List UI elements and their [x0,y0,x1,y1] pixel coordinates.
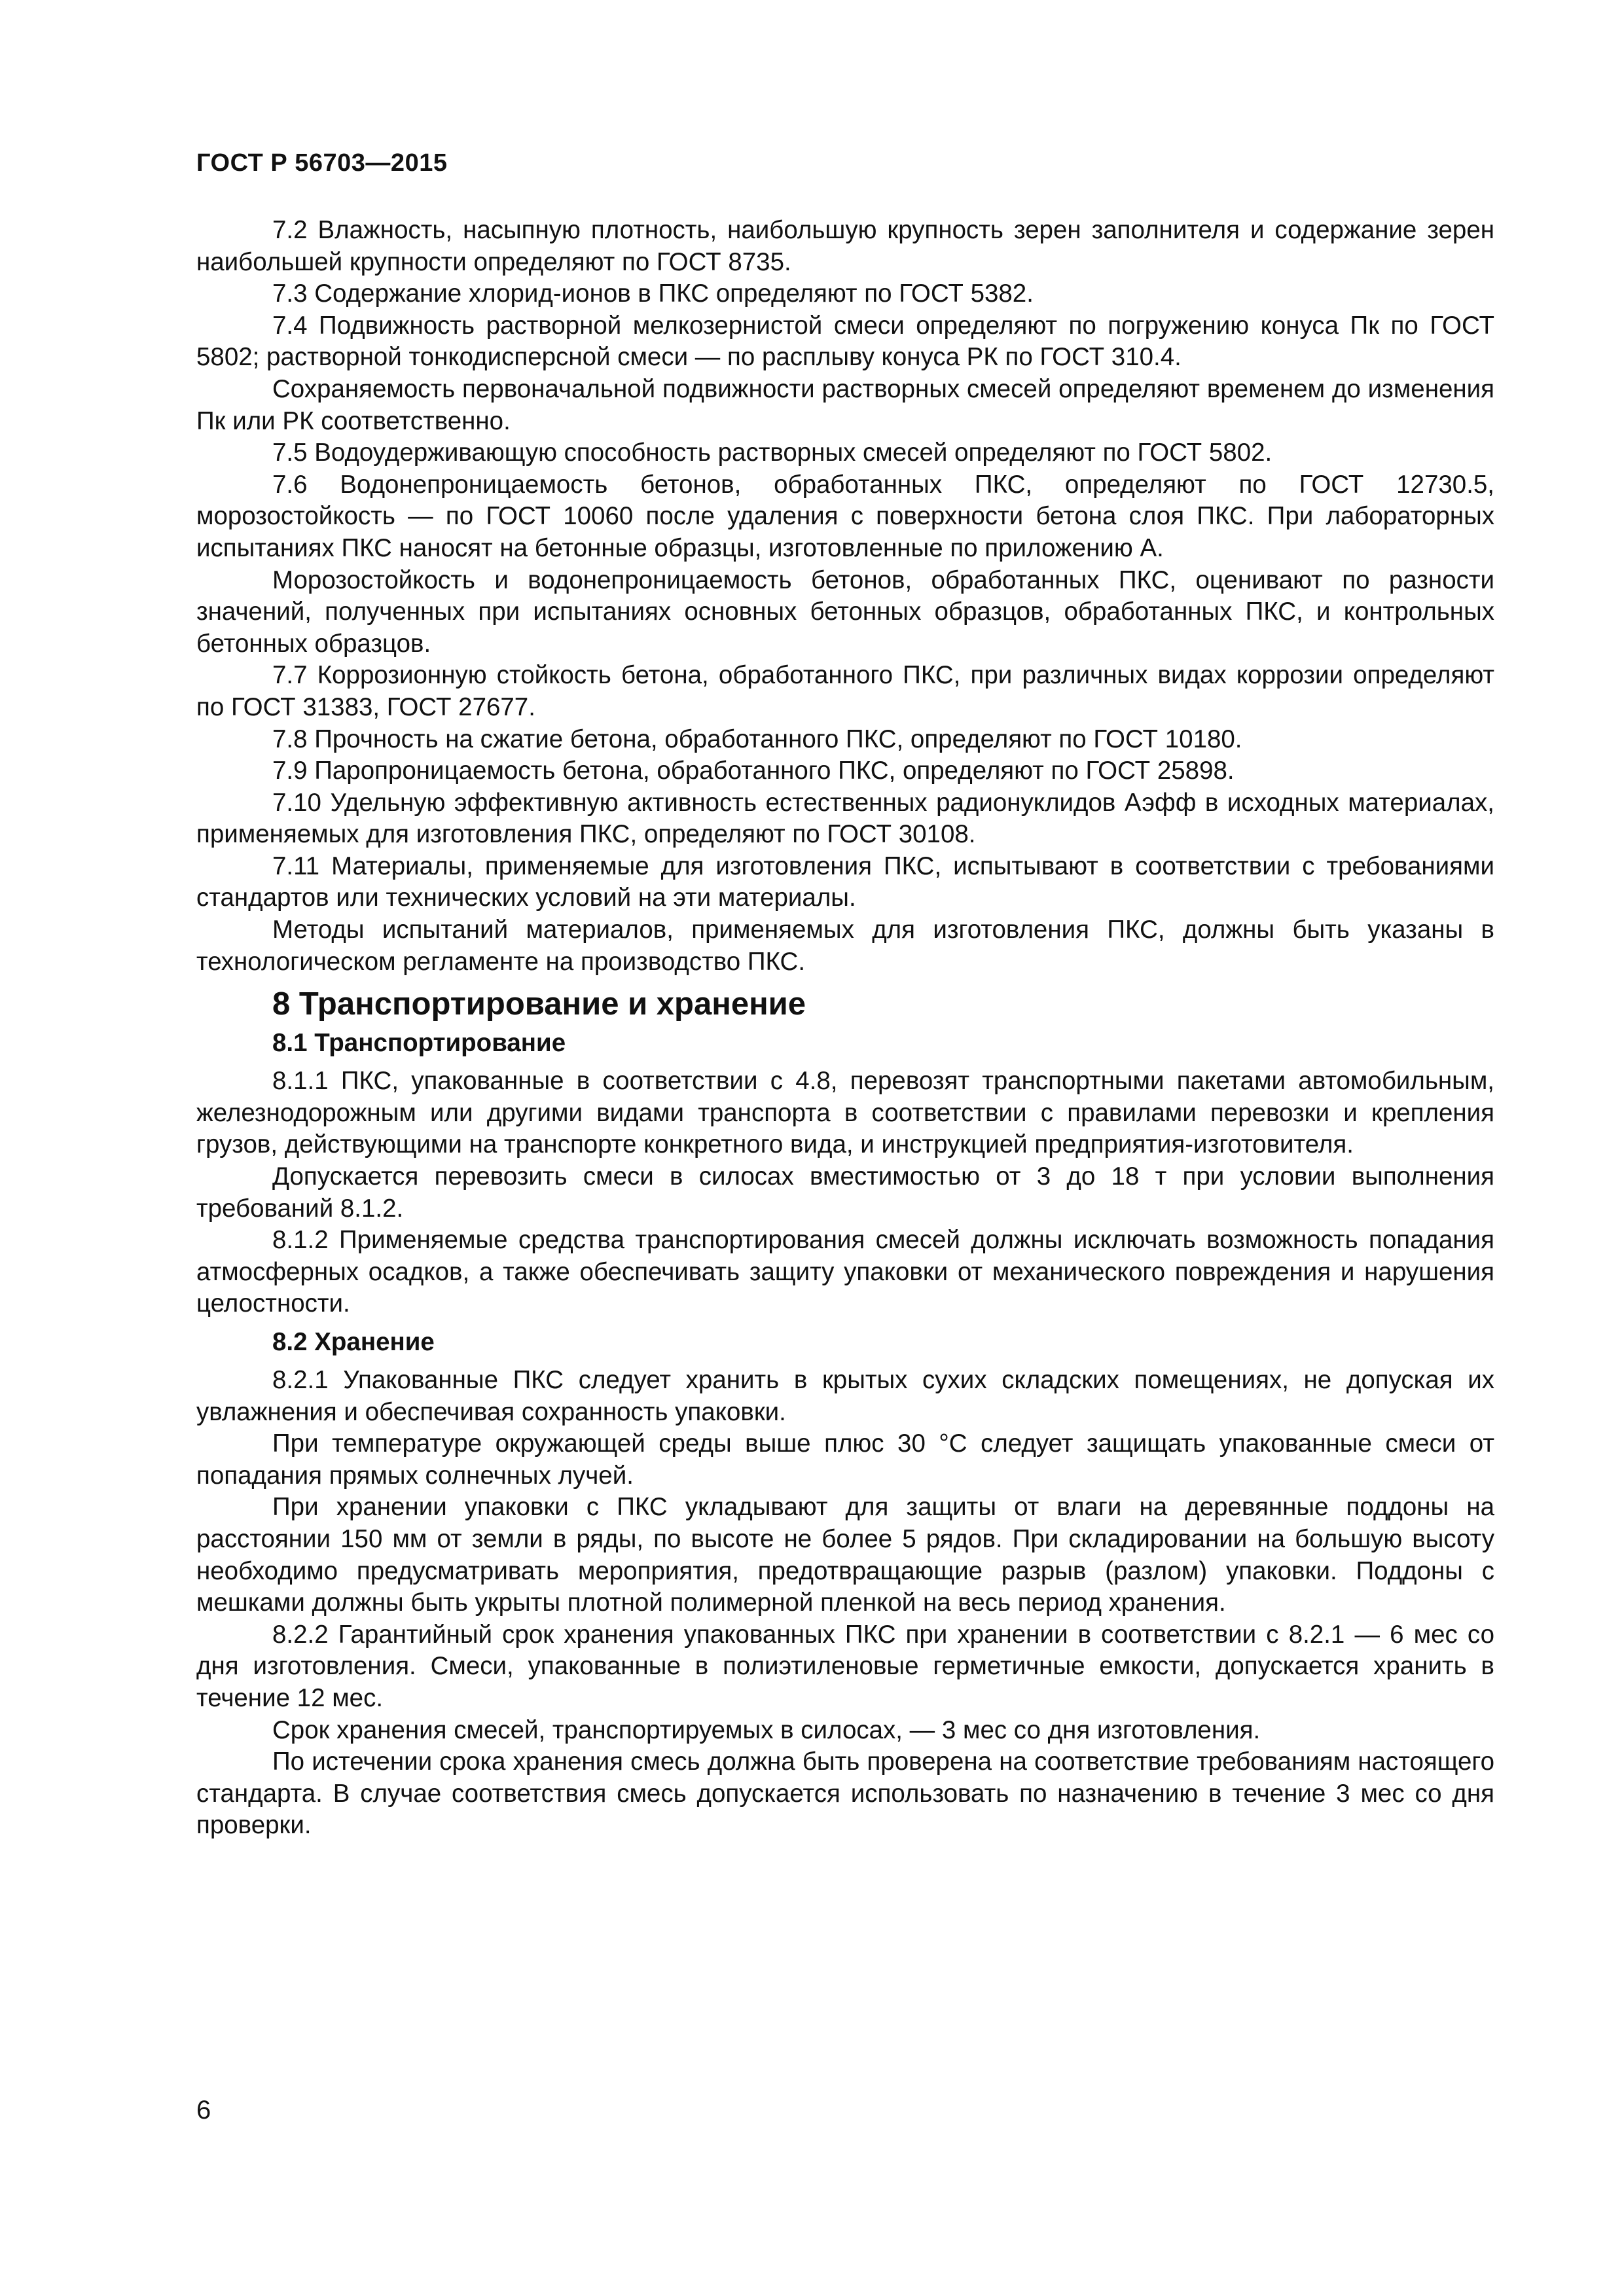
document-body [196,215,1494,1842]
page-number: 6 [196,2096,211,2125]
paragraph-8-2-2-final: По истечении срока хранения смесь должна быть проверена на соответствие требованиям настоящего стандарта. В случае соответствия смесь допускается использовать по назначению в течение 3 мес со дня проверки. [196,1748,1494,1840]
paragraph-8-2-1: 8.2.1 Упакованные ПКС следует хранить в крытых сухих складских помещениях, не допуская их увлажнения и обеспечивая сохранность упаковки. [196,1366,1494,1426]
paragraph-7-10: 7.10 Удельную эффективную активность естественных радионуклидов Аэфф в исходных материалах, применяемых для изготовления ПКС, определяют по ГОСТ 30108. [196,788,1494,849]
paragraph-7-11: 7.11 Материалы, применяемые для изготовления ПКС, испытывают в соответствии с требованиями стандартов или технических условий на эти материалы. [196,852,1494,912]
paragraph-7-5: 7.5 Водоудерживающую способность растворных смесей определяют по ГОСТ 5802. [272,439,1272,467]
paragraph-7-6: 7.6 Водонепроницаемость бетонов, обработанных ПКС, определяют по ГОСТ 12730.5, морозостойкость — по ГОСТ 10060 после удаления с поверхности бетона слоя ПКС. При лабораторных испытаниях ПКС наносят на бетонные образцы, изготовленные по приложению А. [196,470,1494,562]
paragraph-7-4: 7.4 Подвижность растворной мелкозернистой смеси определяют по погружению конуса Пк по ГОСТ 5802; растворной тонкодисперсной смеси — по расплыву конуса РК по ГОСТ 310.4. [196,311,1494,372]
paragraph-7-2: 7.2 Влажность, насыпную плотность, наибольшую крупность зерен заполнителя и содержание зерен наибольшей крупности определяют по ГОСТ 8735. [196,216,1494,276]
paragraph-7-11-continued: Методы испытаний материалов, применяемых для изготовления ПКС, должны быть указаны в технологическом регламенте на производство ПКС. [196,916,1494,976]
paragraph-8-1-1-continued: Допускается перевозить смеси в силосах вместимостью от 3 до 18 т при условии выполнения требований 8.1.2. [196,1162,1494,1223]
paragraph-8-2-2-continued: Срок хранения смесей, транспортируемых в силосах, — 3 мес со дня изготовления. [272,1715,1261,1744]
paragraph-8-2-1-storage: При хранении упаковки с ПКС укладывают для защиты от влаги на деревянные поддоны на расстоянии 150 мм от земли в ряды, по высоте не более 5 рядов. При складировании на большую высоту необходимо предусматривать мероприятия, предотвращающие разрыв (разлом) упаковки. Поддоны с мешками должны быть укрыты плотной полимерной пленкой на весь период хранения. [196,1493,1494,1617]
paragraph-7-9: 7.9 Паропроницаемость бетона, обработанного ПКС, определяют по ГОСТ 25898. [272,757,1235,785]
paragraph-7-4-continued: Сохраняемость первоначальной подвижности растворных смесей определяют временем до изменения Пк или РК соответственно. [196,374,1494,435]
paragraph-8-2-2: 8.2.2 Гарантийный срок хранения упакованных ПКС при хранении в соответствии с 8.2.1 — 6 мес со дня изготовления. Смеси, упакованные в полиэтиленовые герметичные емкости, допускается хранить в течение 12 мес. [196,1620,1494,1712]
paragraph-7-7: 7.7 Коррозионную стойкость бетона, обработанного ПКС, при различных видах коррозии определяют по ГОСТ 31383, ГОСТ 27677. [196,661,1494,721]
subsection-heading-8-2: 8.2 Хранение [272,1328,435,1356]
paragraph-7-3: 7.3 Содержание хлорид-ионов в ПКС определяют по ГОСТ 5382. [272,279,1034,308]
paragraph-7-8: 7.8 Прочность на сжатие бетона, обработанного ПКС, определяют по ГОСТ 10180. [272,725,1242,753]
standard-code-header: ГОСТ Р 56703—2015 [196,149,448,177]
section-heading-8: 8 Транспортирование и хранение [272,986,806,1022]
subsection-heading-8-1: 8.1 Транспортирование [272,1029,566,1058]
paragraph-8-2-1-continued: При температуре окружающей среды выше плюс 30 °С следует защищать упакованные смеси от попадания прямых солнечных лучей. [196,1429,1494,1490]
paragraph-8-1-2: 8.1.2 Применяемые средства транспортирования смесей должны исключать возможность попадания атмосферных осадков, а также обеспечивать защиту упаковки от механического повреждения и нарушения целостности. [196,1226,1494,1318]
paragraph-7-6-continued: Морозостойкость и водонепроницаемость бетонов, обработанных ПКС, оценивают по разности значений, полученных при испытаниях основных бетонных образцов, обработанных ПКС, и контрольных бетонных образцов. [196,565,1494,658]
paragraph-8-1-1: 8.1.1 ПКС, упакованные в соответствии с 4.8, перевозят транспортными пакетами автомобильным, железнодорожным или другими видами транспорта в соответствии с правилами перевозки и крепления грузов, действующими на транспорте конкретного вида, и инструкцией предприятия-изготовителя. [196,1067,1494,1159]
